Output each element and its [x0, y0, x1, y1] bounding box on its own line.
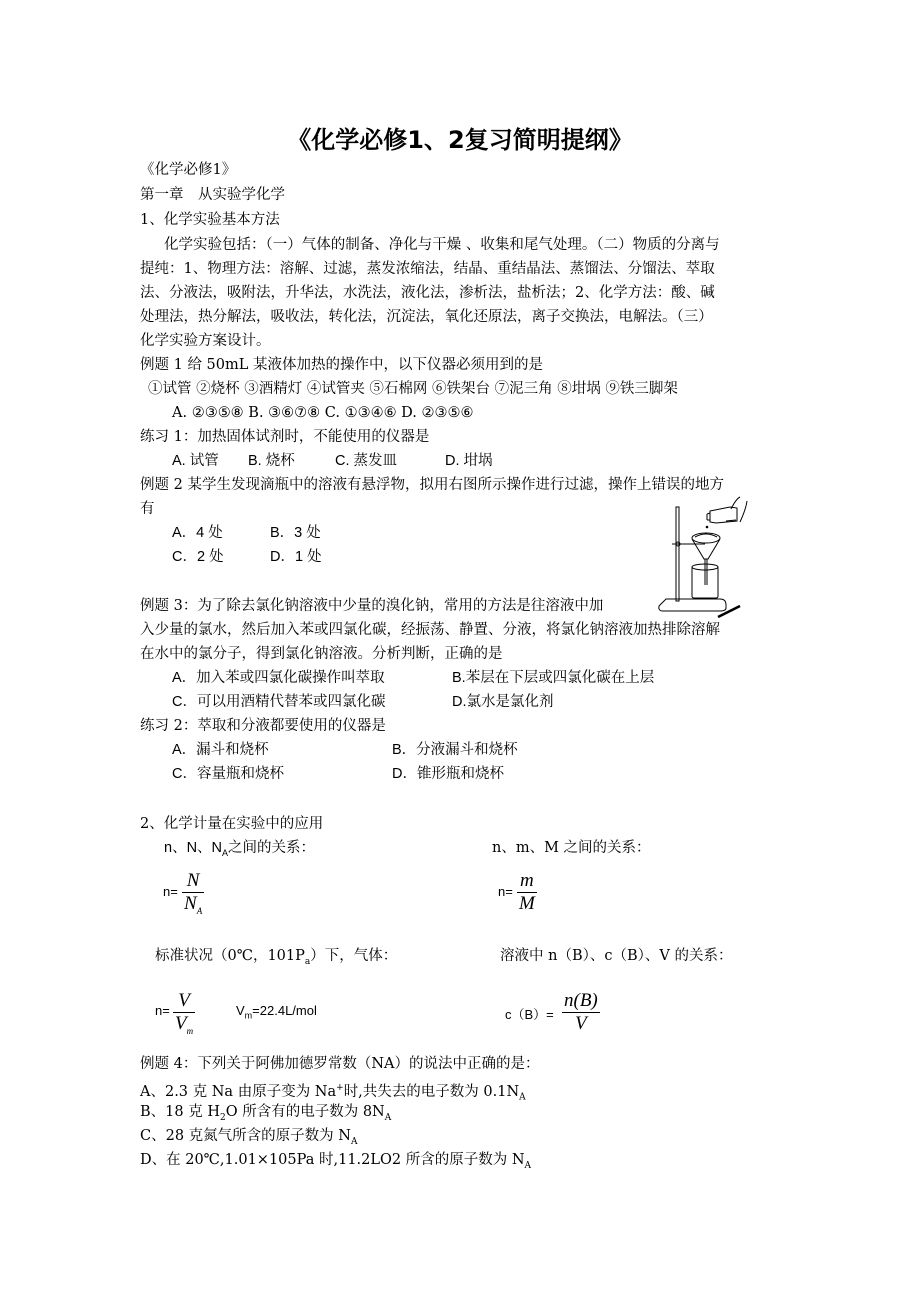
example3-line: 入少量的氯水，然后加入苯或四氯化碳，经振荡、静置、分液，将氯化钠溶液加热排除溶解	[140, 622, 720, 638]
formula-lhs: n=	[155, 1003, 170, 1018]
solution-relation-label: 溶液中 n（B）、c（B）、V 的关系：	[500, 948, 733, 964]
formula-n-m-M: m M	[519, 870, 535, 914]
stp-label: 标准状况（0℃，$101P_a$）下，气体：	[155, 948, 398, 967]
filtration-apparatus-illustration	[630, 495, 770, 620]
example1-options: A. ②③⑤⑧ B. ③⑥⑦⑧ C. ①③④⑥ D. ②③⑤⑥	[172, 405, 474, 421]
practice1-option: A. 试管	[172, 453, 219, 469]
practice2-option: A．漏斗和烧杯	[172, 742, 269, 758]
example2-question: 例题 2 某学生发现滴瓶中的溶液有悬浮物，拟用右图所示操作进行过滤，操作上错误的地方	[140, 477, 724, 493]
practice1-option: C. 蒸发皿	[335, 453, 398, 469]
example4-option-d: D、在 20℃,1.01×105Pa 时,11.2LO2 所含的原子数为 $N_A$	[140, 1152, 532, 1171]
formula-n-N-NA: N $N_A$	[184, 870, 203, 916]
example1-items: ①试管 ②烧杯 ③酒精灯 ④试管夹 ⑤石棉网 ⑥铁架台 ⑦泥三角 ⑧坩埚 ⑨铁三脚架	[148, 381, 678, 397]
relation-n-N-NA-label: n、N、$N_A$之间的关系：	[164, 840, 316, 858]
practice2-question: 练习 2：萃取和分液都要使用的仪器是	[140, 718, 386, 734]
example2-question-cont: 有	[140, 501, 155, 517]
para-line: 化学实验方案设计。	[140, 333, 271, 349]
formula-c-nB-V: n(B) V	[564, 990, 598, 1034]
document-title: 《化学必修1、2复习简明提纲》	[287, 126, 633, 154]
section1-heading: 1、化学实验基本方法	[140, 212, 280, 228]
example3-option: B.苯层在下层或四氯化碳在上层	[452, 670, 655, 686]
practice1-option: B. 烧杯	[248, 453, 295, 469]
example2-option: A．4 处	[172, 525, 223, 541]
example4-option-b: B、18 克 $H_2O$ 所含有的电子数为 $8N_A$	[140, 1104, 392, 1123]
section2-heading: 2、化学计量在实验中的应用	[140, 816, 324, 832]
example2-option: C．2 处	[172, 549, 224, 565]
example3-option: A．加入苯或四氯化碳操作叫萃取	[172, 670, 385, 686]
example3-option: D.氯水是氯化剂	[452, 694, 554, 710]
chapter-heading: 第一章 从实验学化学	[140, 187, 285, 203]
para-line: 提纯：1、物理方法：溶解、过滤，蒸发浓缩法，结晶、重结晶法、蒸馏法、分馏法、萃取	[140, 261, 715, 277]
example3-option: C．可以用酒精代替苯或四氯化碳	[172, 694, 386, 710]
para-line: 法、分液法，吸附法，升华法，水洗法，液化法，渗析法，盐析法；2、化学方法：酸、碱	[140, 285, 715, 301]
example3-line: 在水中的氯分子，得到氯化钠溶液。分析判断，正确的是	[140, 646, 503, 662]
relation-n-m-M-label: n、m、M 之间的关系：	[492, 840, 651, 856]
formula-lhs: n=	[163, 884, 178, 899]
formula-lhs: n=	[498, 884, 513, 899]
practice2-option: C．容量瓶和烧杯	[172, 766, 284, 782]
formula-n-V-Vm: V $V_m$	[175, 990, 194, 1036]
practice2-option: B．分液漏斗和烧杯	[392, 742, 518, 758]
example3-line: 例题 3：为了除去氯化钠溶液中少量的溴化钠，常用的方法是往溶液中加	[140, 598, 604, 614]
para-line: 化学实验包括：（一）气体的制备、净化与干燥 、收集和尾气处理。（二）物质的分离与	[164, 237, 720, 253]
practice1-option: D. 坩埚	[445, 453, 493, 469]
molar-volume-value: $V_m=22.4L$/mol	[236, 1003, 317, 1021]
example4-option-a: A、2.3 克 Na 由原子变为 Na+时,共失去的电子数为 $0.1N_A$	[140, 1083, 526, 1103]
para-line: 处理法，热分解法，吸收法，转化法，沉淀法，氧化还原法，离子交换法，电解法。（三）	[140, 309, 713, 325]
example2-option: B．3 处	[270, 525, 321, 541]
example1-question: 例题 1 给 50mL 某液体加热的操作中，以下仪器必须用到的是	[140, 357, 543, 373]
practice1-question: 练习 1：加热固体试剂时，不能使用的仪器是	[140, 429, 430, 445]
book-label: 《化学必修1》	[140, 162, 237, 178]
formula-lhs: c（B）=	[505, 1007, 554, 1022]
example2-option: D．1 处	[270, 549, 322, 565]
example4-option-c: C、28 克氮气所含的原子数为 $N_A$	[140, 1128, 358, 1147]
example4-question: 例题 4：下列关于阿佛加德罗常数（NA）的说法中正确的是：	[140, 1056, 540, 1072]
practice2-option: D．锥形瓶和烧杯	[392, 766, 504, 782]
